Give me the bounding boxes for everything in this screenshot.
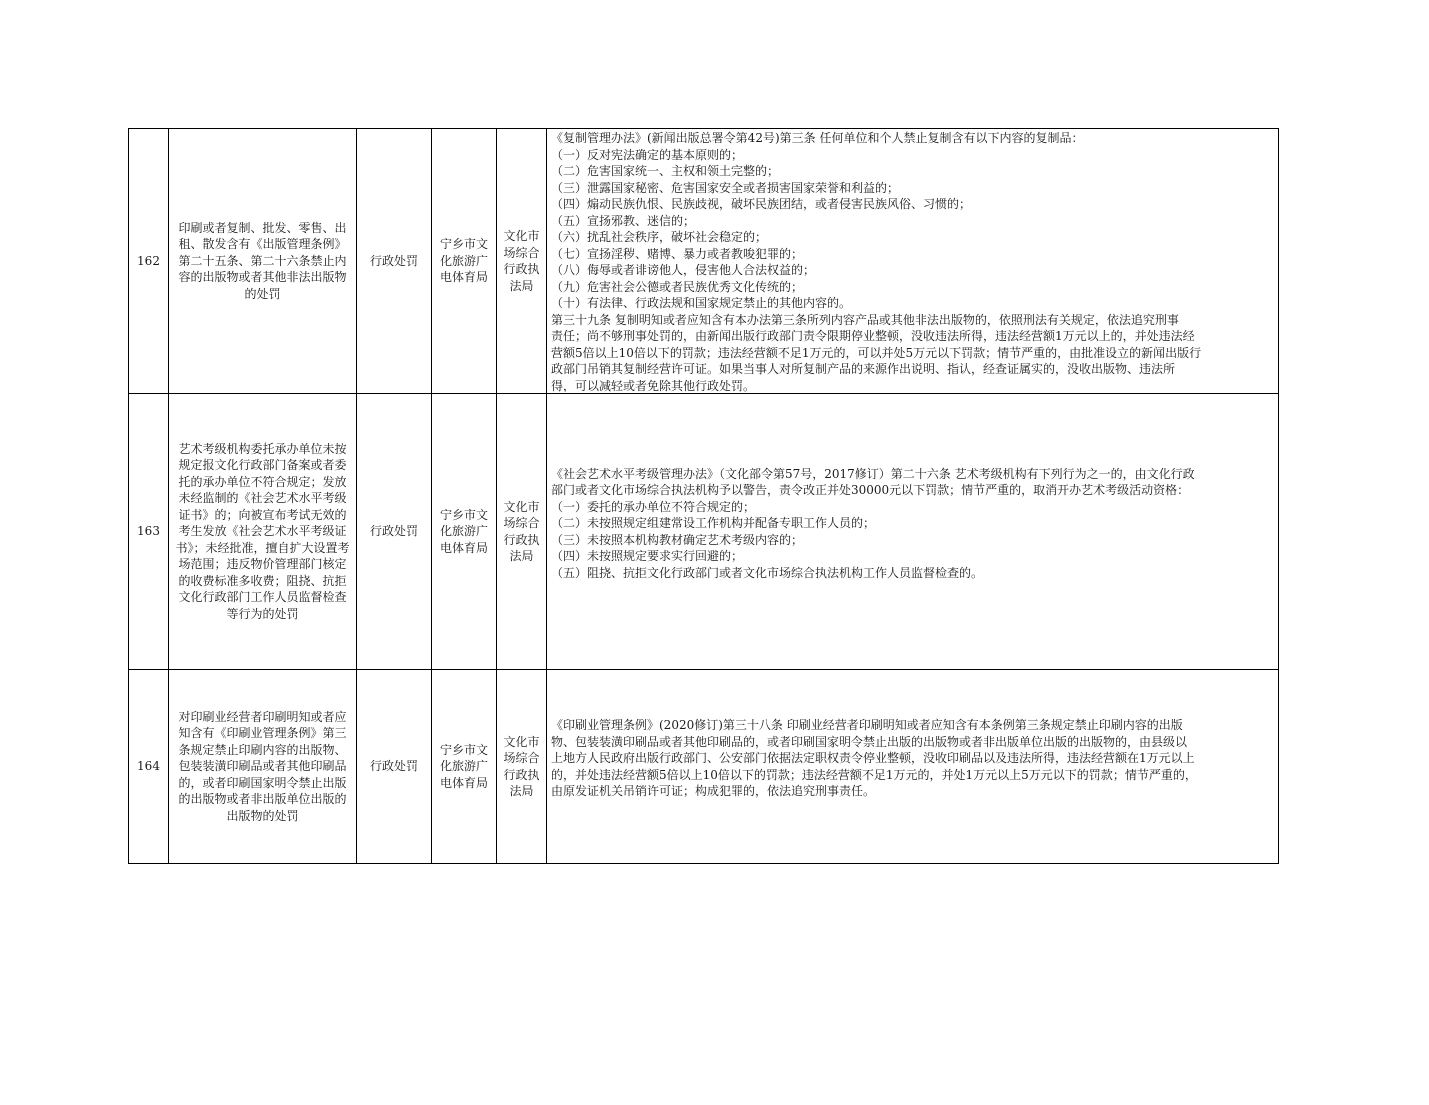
item-name: 艺术考级机构委托承办单位未按规定报文化行政部门备案或者委托的承办单位不符合规定；发放未经监制的《社会艺术水平考级证书》的；向被宣布考试无效的考生发放《社会艺术水平考级证书》；未经批准，擅自扩大设置考场范围；违反物价管理部门核定的收费标准多收费；阻挠、抗拒文化行政部门工作人员监督检查等行为的处罚 — [169, 394, 357, 670]
row-number: 163 — [129, 394, 169, 670]
legal-basis-line: 政部门吊销其复制经营许可证。如果当事人对所复制产品的来源作出说明、指认，经查证属实的，没收出版物、违法所 — [551, 362, 1176, 376]
legal-basis-line: （九）危害社会公德或者民族优秀文化传统的； — [551, 279, 804, 294]
legal-basis-line: 《社会艺术水平考级管理办法》（文化部令第57号，2017修订）第二十六条 艺术考级机构有下列行为之一的，由文化行政 — [551, 466, 1195, 481]
legal-basis-line: （三）泄露国家秘密、危害国家安全或者损害国家荣誉和利益的； — [551, 180, 900, 195]
legal-basis-line: （八）侮辱或者诽谤他人，侵害他人合法权益的； — [551, 263, 816, 277]
enforcement-organ: 文化市场综合行政执法局 — [497, 670, 547, 864]
item-type: 行政处罚 — [357, 670, 432, 864]
legal-basis-line: 第三十九条 复制明知或者应知含有本办法第三条所列内容产品或其他非法出版物的，依照刑法有关规定，依法追究刑事 — [551, 312, 1179, 327]
legal-basis-line: 《印刷业管理条例》(2020修订)第三十八条 印刷业经营者印刷明知或者应知含有本条例第三条规定禁止印刷内容的出版 — [551, 718, 1183, 733]
penalty-table — [128, 128, 1279, 864]
legal-basis-line: （一）委托的承办单位不符合规定的； — [551, 499, 756, 514]
legal-basis — [547, 670, 1279, 864]
legal-basis — [547, 394, 1279, 670]
row-number: 164 — [129, 670, 169, 864]
enforcement-organ: 文化市场综合行政执法局 — [497, 129, 547, 394]
legal-basis-line: （三）未按照本机构教材确定艺术考级内容的； — [551, 532, 804, 547]
item-name: 印刷或者复制、批发、零售、出租、散发含有《出版管理条例》第二十五条、第二十六条禁止内容的出版物或者其他非法出版物的处罚 — [169, 129, 357, 394]
responsible-department: 宁乡市文化旅游广电体育局 — [432, 670, 497, 864]
legal-basis-line: 得，可以减轻或者免除其他行政处罚。 — [551, 378, 756, 392]
legal-basis-line: （二）未按照规定组建常设工作机构并配备专职工作人员的； — [551, 516, 876, 531]
legal-basis-line: （十）有法律、行政法规和国家规定禁止的其他内容的。 — [551, 296, 852, 310]
responsible-department: 宁乡市文化旅游广电体育局 — [432, 394, 497, 670]
item-name: 对印刷业经营者印刷明知或者应知含有《印刷业管理条例》第三条规定禁止印刷内容的出版物、包装装潢印刷品或者其他印刷品的，或者印刷国家明令禁止出版的出版物或者非出版单位出版的出版物的处罚 — [169, 670, 357, 864]
responsible-department: 宁乡市文化旅游广电体育局 — [432, 129, 497, 394]
legal-basis-line: （五）阻挠、抗拒文化行政部门或者文化市场综合执法机构工作人员监督检查的。 — [551, 565, 984, 580]
table-row — [129, 129, 1279, 394]
legal-basis-line: （六）扰乱社会秩序，破坏社会稳定的； — [551, 230, 768, 244]
legal-basis-line: （二）危害国家统一、主权和领土完整的； — [551, 164, 780, 178]
legal-basis-line: （四）未按照规定要求实行回避的； — [551, 549, 744, 564]
item-type: 行政处罚 — [357, 394, 432, 670]
item-type: 行政处罚 — [357, 129, 432, 394]
legal-basis-line: 的，并处违法经营额5倍以上10倍以下的罚款；违法经营额不足1万元的，并处1万元以上5万元以下的罚款；情节严重的， — [551, 767, 1197, 782]
legal-basis-line: （一）反对宪法确定的基本原则的； — [551, 147, 744, 162]
legal-basis-line: 物、包装装潢印刷品或者其他印刷品的，或者印刷国家明令禁止出版的出版物或者非出版单位出版的出版物的，由县级以 — [551, 734, 1188, 749]
legal-basis-line: （七）宣扬淫秽、赌博、暴力或者教唆犯罪的； — [551, 246, 804, 261]
legal-basis-line: 营额5倍以上10倍以下的罚款；违法经营额不足1万元的，可以并处5万元以下罚款；情节严重的，由批准设立的新闻出版行 — [551, 345, 1202, 360]
enforcement-organ: 文化市场综合行政执法局 — [497, 394, 547, 670]
table-row — [129, 670, 1279, 864]
table-row — [129, 394, 1279, 670]
legal-basis-line: 上地方人民政府出版行政部门、公安部门依据法定职权责令停业整顿，没收印刷品以及违法所得，违法经营额在1万元以上 — [551, 751, 1195, 766]
legal-basis-line: （五）宣扬邪教、迷信的； — [551, 213, 696, 228]
legal-basis-line: 部门或者文化市场综合执法机构予以警告，责令改正并处30000元以下罚款；情节严重的，取消开办艺术考级活动资格： — [551, 483, 1190, 498]
row-number: 162 — [129, 129, 169, 394]
legal-basis-line: 《复制管理办法》(新闻出版总署令第42号)第三条 任何单位和个人禁止复制含有以下内容的复制品： — [551, 131, 1084, 145]
legal-basis-line: 责任；尚不够刑事处罚的，由新闻出版行政部门责令限期停业整顿，没收违法所得，违法经营额1万元以上的，并处违法经 — [551, 329, 1195, 343]
legal-basis-line: 由原发证机关吊销许可证；构成犯罪的，依法追究刑事责任。 — [551, 784, 876, 799]
legal-basis — [547, 129, 1279, 394]
legal-basis-line: （四）煽动民族仇恨、民族歧视，破坏民族团结，或者侵害民族风俗、习惯的； — [551, 197, 972, 211]
